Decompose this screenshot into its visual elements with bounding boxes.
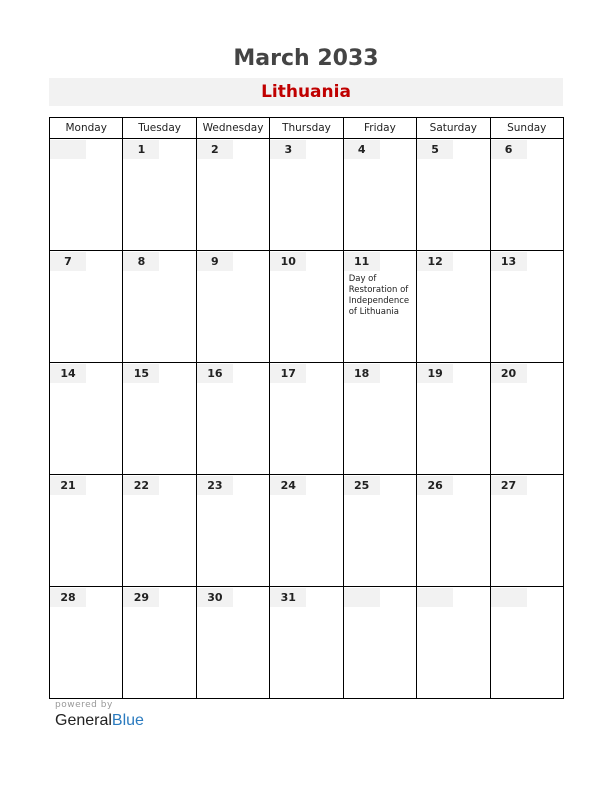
- day-cell[interactable]: [123, 139, 196, 251]
- calendar-title: March 2033: [233, 46, 379, 71]
- day-cell[interactable]: [196, 587, 269, 699]
- day-cell[interactable]: [270, 139, 343, 251]
- day-number: 20: [491, 364, 527, 383]
- day-number: 8: [123, 252, 159, 271]
- day-number: 21: [50, 476, 86, 495]
- day-number: 17: [270, 364, 306, 383]
- day-number: 10: [270, 252, 306, 271]
- day-number: 29: [123, 588, 159, 607]
- month-grid: [49, 117, 564, 699]
- day-number: [344, 588, 380, 607]
- footer: [55, 700, 144, 730]
- day-cell[interactable]: [123, 251, 196, 363]
- day-number: 24: [270, 476, 306, 495]
- day-number: 30: [197, 588, 233, 607]
- powered-by-text: powered by: [55, 700, 113, 710]
- day-cell[interactable]: [270, 251, 343, 363]
- week-row: [50, 587, 564, 699]
- weekday-header: Saturday: [417, 118, 490, 139]
- day-cell[interactable]: [343, 251, 416, 363]
- day-number: 31: [270, 588, 306, 607]
- brand-logo[interactable]: [55, 712, 144, 730]
- day-number: 18: [344, 364, 380, 383]
- day-cell[interactable]: [50, 475, 123, 587]
- day-number: [417, 588, 453, 607]
- day-number: [50, 140, 86, 159]
- day-number: [491, 588, 527, 607]
- day-cell[interactable]: [270, 587, 343, 699]
- day-cell[interactable]: [270, 363, 343, 475]
- brand-blue: Blue: [111, 712, 144, 729]
- country-name: Lithuania: [261, 82, 351, 102]
- weekday-header: Thursday: [270, 118, 343, 139]
- week-row: [50, 139, 564, 251]
- day-cell[interactable]: [270, 475, 343, 587]
- day-cell[interactable]: [50, 587, 123, 699]
- day-cell[interactable]: [490, 139, 563, 251]
- day-number: 11: [344, 252, 380, 271]
- day-cell[interactable]: [490, 251, 563, 363]
- holiday-label: Day of Restoration of Independence of Lithuania: [348, 274, 410, 317]
- day-number: 16: [197, 364, 233, 383]
- weekday-header: Wednesday: [196, 118, 269, 139]
- weekday-header: Sunday: [490, 118, 563, 139]
- day-number: 3: [270, 140, 306, 159]
- weekday-header: Monday: [50, 118, 123, 139]
- day-cell[interactable]: [343, 475, 416, 587]
- day-number: 13: [491, 252, 527, 271]
- day-number: 26: [417, 476, 453, 495]
- day-number: 22: [123, 476, 159, 495]
- day-cell[interactable]: [123, 475, 196, 587]
- day-cell[interactable]: [343, 587, 416, 699]
- day-number: 1: [123, 140, 159, 159]
- day-cell[interactable]: [50, 251, 123, 363]
- day-number: 23: [197, 476, 233, 495]
- day-cell[interactable]: [490, 475, 563, 587]
- day-number: 5: [417, 140, 453, 159]
- day-cell[interactable]: [50, 139, 123, 251]
- day-number: 2: [197, 140, 233, 159]
- weekday-header: Friday: [343, 118, 416, 139]
- day-cell[interactable]: [123, 587, 196, 699]
- day-number: 15: [123, 364, 159, 383]
- day-cell[interactable]: [490, 363, 563, 475]
- brand-general: General: [55, 712, 112, 729]
- day-number: 7: [50, 252, 86, 271]
- day-cell[interactable]: [490, 587, 563, 699]
- day-number: 27: [491, 476, 527, 495]
- day-number: 14: [50, 364, 86, 383]
- day-cell[interactable]: [417, 139, 490, 251]
- day-cell[interactable]: [196, 363, 269, 475]
- week-row: [50, 251, 564, 363]
- day-cell[interactable]: [196, 475, 269, 587]
- day-cell[interactable]: [417, 587, 490, 699]
- weekday-header-row: [50, 118, 564, 139]
- day-number: 9: [197, 252, 233, 271]
- day-number: 12: [417, 252, 453, 271]
- day-cell[interactable]: [196, 139, 269, 251]
- day-number: 4: [344, 140, 380, 159]
- day-cell[interactable]: [343, 363, 416, 475]
- week-row: [50, 475, 564, 587]
- day-number: 28: [50, 588, 86, 607]
- weeks-body: [50, 139, 564, 699]
- day-number: 19: [417, 364, 453, 383]
- day-cell[interactable]: [123, 363, 196, 475]
- day-cell[interactable]: [196, 251, 269, 363]
- day-number: 6: [491, 140, 527, 159]
- day-cell[interactable]: [417, 251, 490, 363]
- day-cell[interactable]: [417, 475, 490, 587]
- weekday-header: Tuesday: [123, 118, 196, 139]
- day-cell[interactable]: [50, 363, 123, 475]
- day-cell[interactable]: [343, 139, 416, 251]
- country-banner: [49, 78, 563, 106]
- day-cell[interactable]: [417, 363, 490, 475]
- day-number: 25: [344, 476, 380, 495]
- week-row: [50, 363, 564, 475]
